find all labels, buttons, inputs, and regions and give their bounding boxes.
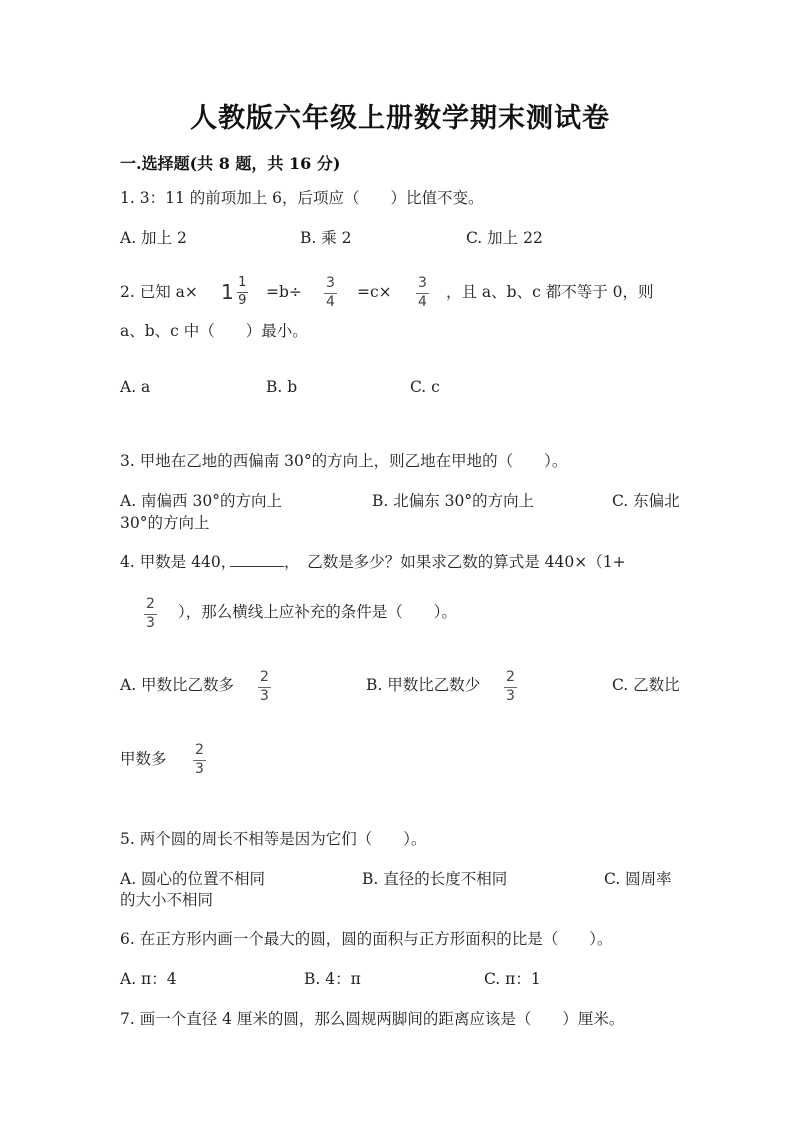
fraction-numerator: 2 <box>195 742 204 758</box>
question-1-option-a: A. 加上 2 <box>120 229 187 247</box>
question-4-option-c-continued: 甲数多 <box>120 750 167 768</box>
answer-blank-line <box>230 552 284 571</box>
fraction-two-thirds <box>193 743 206 777</box>
question-4-stem-part3: ），那么横线上应补充的条件是（ ）。 <box>178 603 458 621</box>
fraction-numerator: 2 <box>506 669 515 685</box>
question-5-option-b: B. 直径的长度不相同 <box>362 870 508 888</box>
fraction-denominator: 3 <box>146 615 155 631</box>
question-5-option-a: A. 圆心的位置不相同 <box>120 870 266 888</box>
question-1-option-b: B. 乘 2 <box>300 229 352 247</box>
fraction-numerator: 3 <box>326 275 335 291</box>
mixed-number-whole: 1 <box>221 280 234 304</box>
question-6-option-b: B. 4：π <box>304 970 361 988</box>
question-5-option-c: C. 圆周率 <box>604 870 672 888</box>
fraction-numerator: 3 <box>418 275 427 291</box>
question-2-stem-part4: ，且 a、b、c 都不等于 0，则 <box>446 283 654 301</box>
question-1-option-c: C. 加上 22 <box>466 229 543 247</box>
question-5-stem: 5. 两个圆的周长不相等是因为它们（ ）。 <box>120 830 427 848</box>
question-2-option-c: C. c <box>410 378 440 396</box>
fraction-three-quarters <box>416 276 429 310</box>
fraction-numerator: 2 <box>146 596 155 612</box>
fraction-numerator: 2 <box>260 669 269 685</box>
page-title: 人教版六年级上册数学期末测试卷 <box>190 103 610 134</box>
fraction-three-quarters <box>324 276 337 310</box>
section-heading: 一.选择题(共 8 题，共 16 分) <box>120 154 341 173</box>
fraction-two-thirds <box>144 597 157 631</box>
question-4-stem-part2: ， 乙数是多少？如果求乙数的算式是 440×（1+ <box>284 553 626 571</box>
question-3-option-c: C. 东偏北 <box>612 492 680 510</box>
question-2-stem-line2: a、b、c 中（ ）最小。 <box>120 322 308 340</box>
question-2-stem-part2: =b÷ <box>266 283 302 301</box>
question-2-stem-part3: =c× <box>357 283 392 301</box>
question-4-option-c: C. 乙数比 <box>612 676 680 694</box>
question-3-option-b: B. 北偏东 30°的方向上 <box>372 492 535 510</box>
question-2-option-b: B. b <box>266 378 298 396</box>
question-3-option-a: A. 南偏西 30°的方向上 <box>120 492 282 510</box>
question-7-stem: 7. 画一个直径 4 厘米的圆，那么圆规两脚间的距离应该是（ ）厘米。 <box>120 1010 625 1028</box>
mixed-number-numerator: 1 <box>238 275 247 290</box>
question-2-option-a: A. a <box>120 378 151 396</box>
fraction-denominator: 4 <box>418 294 427 310</box>
question-3-stem: 3. 甲地在乙地的西偏南 30°的方向上，则乙地在甲地的（ ）。 <box>120 452 568 470</box>
question-3-option-c-continued: 30°的方向上 <box>120 514 210 532</box>
fraction-denominator: 3 <box>195 761 204 777</box>
question-5-option-c-continued: 的大小不相同 <box>120 891 214 909</box>
mixed-number <box>221 276 248 308</box>
question-4-option-a: A. 甲数比乙数多 <box>120 676 235 694</box>
fraction-two-thirds <box>504 670 517 704</box>
question-6-option-c: C. π：1 <box>484 970 541 988</box>
question-4-option-b: B. 甲数比乙数少 <box>366 676 481 694</box>
question-2-stem-part1: 2. 已知 a× <box>120 283 198 301</box>
fraction-denominator: 4 <box>326 294 335 310</box>
question-6-option-a: A. π：4 <box>120 970 177 988</box>
mixed-number-denominator: 9 <box>238 293 247 308</box>
question-4-stem-part1: 4. 甲数是 440， <box>120 553 237 571</box>
question-6-stem: 6. 在正方形内画一个最大的圆，圆的面积与正方形面积的比是（ ）。 <box>120 930 613 948</box>
fraction-two-thirds <box>258 670 271 704</box>
fraction-denominator: 3 <box>506 688 515 704</box>
question-1-stem: 1. 3：11 的前项加上 6，后项应（ ）比值不变。 <box>120 189 484 207</box>
fraction-denominator: 3 <box>260 688 269 704</box>
